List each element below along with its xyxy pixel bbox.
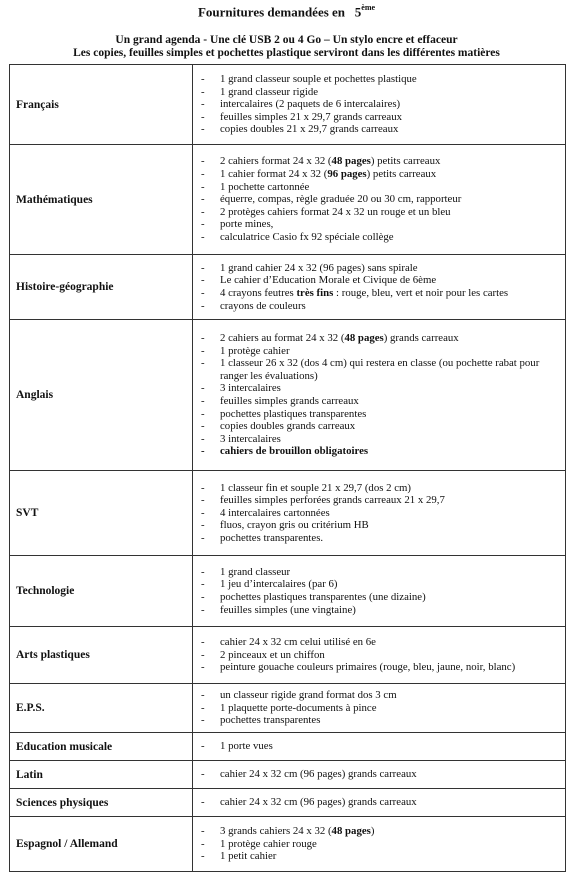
supply-item: - copies doubles 21 x 29,7 grands carreaux [201,123,565,136]
supply-list [201,796,565,809]
supply-item: - 1 petit cahier [201,850,565,863]
supply-item: - copies doubles grands carreaux [201,420,565,433]
subject-name: Latin [10,761,193,789]
subject-row-mathematiques [10,145,566,255]
subject-name: E.P.S. [10,684,193,733]
supplies-table [9,64,566,872]
supply-list [201,740,565,753]
general-note-line: Les copies, feuilles simples et pochettes plastique serviront dans les différentes matières [73,47,500,59]
supply-item: - cahiers de brouillon obligatoires [201,445,565,458]
supply-item: - équerre, compas, règle graduée 20 ou 30 cm, rapporteur [201,193,565,206]
supply-list [201,73,565,136]
supply-list-cell [193,733,566,761]
supply-item: - 1 pochette cartonnée [201,181,565,194]
supply-list-cell [193,684,566,733]
general-supplies-line: Un grand agenda - Une clé USB 2 ou 4 Go – Un stylo encre et effaceur [115,34,458,46]
supply-item [201,168,565,181]
supply-item-text: 1 cahier format 24 x 32 ( [220,168,328,181]
supply-list [201,155,565,243]
supply-list-cell [193,255,566,320]
supply-item [201,825,565,838]
subject-row-histoire-geographie [10,255,566,320]
supply-item: - cahier 24 x 32 cm (96 pages) grands carreaux [201,768,565,781]
supply-item-emphasis: 48 pages [331,825,371,838]
supply-item: - 1 protège cahier [201,345,565,358]
supply-item: - pochettes transparentes. [201,532,565,545]
supply-list-cell [193,556,566,627]
supply-item: - 1 grand classeur souple et pochettes plastique [201,73,565,86]
supply-item: - peinture gouache couleurs primaires (rouge, bleu, jaune, noir, blanc) [201,661,565,674]
supply-item: - fluos, crayon gris ou critérium HB [201,519,565,532]
supplies-table-body [10,65,566,872]
supply-item-emphasis: 96 pages [327,168,367,181]
subject-name: Technologie [10,556,193,627]
page-title [0,4,573,20]
subject-row-technologie [10,556,566,627]
supply-list-cell [193,627,566,684]
supply-item-text: 3 grands cahiers 24 x 32 ( [220,825,332,838]
subject-name: Sciences physiques [10,789,193,817]
supply-list [201,825,565,863]
grade-number: 5 [354,4,362,20]
supply-item: - 1 classeur fin et souple 21 x 29,7 (dos 2 cm) [201,482,565,495]
supply-item-text: ) grands carreaux [383,332,459,345]
title-text: Fournitures demandées en [197,4,346,20]
supply-list [201,689,565,727]
supply-list-cell [193,817,566,872]
supply-item: - porte mines, [201,218,565,231]
supply-item: - 1 grand cahier 24 x 32 (96 pages) sans spirale [201,262,565,275]
supply-list [201,566,565,616]
supply-list-cell [193,65,566,145]
supply-item: - 1 grand classeur [201,566,565,579]
supply-list-cell [193,789,566,817]
subject-name: Education musicale [10,733,193,761]
supply-item: - pochettes transparentes [201,714,565,727]
subject-row-sciences-physiques [10,789,566,817]
supply-item: - cahier 24 x 32 cm celui utilisé en 6e [201,636,565,649]
supply-list-cell [193,145,566,255]
supply-item: - cahier 24 x 32 cm (96 pages) grands carreaux [201,796,565,809]
supply-item: - 1 grand classeur rigide [201,86,565,99]
subject-row-arts-plastiques [10,627,566,684]
supply-item: - feuilles simples grands carreaux [201,395,565,408]
subject-row-francais [10,65,566,145]
supply-item: - 3 intercalaires [201,433,565,446]
subject-name: Espagnol / Allemand [10,817,193,872]
subject-row-e-p-s [10,684,566,733]
supply-item: - feuilles simples 21 x 29,7 grands carreaux [201,111,565,124]
subject-name: Français [10,65,193,145]
supply-item: - 2 protèges cahiers format 24 x 32 un rouge et un bleu [201,206,565,219]
supply-item: - 2 pinceaux et un chiffon [201,649,565,662]
supply-item: - feuilles simples perforées grands carreaux 21 x 29,7 [201,494,565,507]
supply-item: - 1 classeur 26 x 32 (dos 4 cm) qui restera en classe (ou pochette rabat pour ranger les évaluations) [201,357,565,382]
supply-item-emphasis: 48 pages [344,332,384,345]
supply-item: - un classeur rigide grand format dos 3 cm [201,689,565,702]
supply-list-cell [193,320,566,471]
subject-row-svt [10,471,566,556]
supply-item: - calculatrice Casio fx 92 spéciale collège [201,231,565,244]
subject-name: Histoire-géographie [10,255,193,320]
subject-name: Mathématiques [10,145,193,255]
supply-list-cell [193,761,566,789]
supply-item-text: : rouge, bleu, vert et noir pour les cartes [333,287,509,299]
supply-list [201,332,565,458]
supply-item-text: ) petits carreaux [370,155,441,168]
supply-item: - Le cahier d’Education Morale et Civique de 6ème [201,274,565,287]
supply-list [201,636,565,674]
supply-item [201,287,565,300]
supply-item: - intercalaires (2 paquets de 6 intercalaires) [201,98,565,111]
supply-list [201,768,565,781]
supply-item-text: ) petits carreaux [366,168,437,181]
supply-item: - 4 intercalaires cartonnées [201,507,565,520]
subject-row-latin [10,761,566,789]
supply-item: - pochettes plastiques transparentes [201,408,565,421]
supply-item [201,155,565,168]
supply-item: - crayons de couleurs [201,300,565,313]
supply-item: - 1 plaquette porte-documents à pince [201,702,565,715]
supply-item: - 3 intercalaires [201,382,565,395]
supply-list [201,262,565,312]
supply-item: - 1 protège cahier rouge [201,838,565,851]
supply-list-cell [193,471,566,556]
supply-item: - pochettes plastiques transparentes (une dizaine) [201,591,565,604]
supply-item-emphasis: 48 pages [331,155,371,168]
subject-name: Anglais [10,320,193,471]
subject-row-espagnol-allemand [10,817,566,872]
supply-item [201,332,565,345]
supply-item-text: 4 crayons feutres [220,287,297,299]
supply-item: - feuilles simples (une vingtaine) [201,604,565,617]
supply-item-text: 2 cahiers format 24 x 32 ( [220,155,332,168]
supply-item-text: 2 cahiers au format 24 x 32 ( [220,332,345,345]
supply-item-emphasis: très fins [296,287,334,299]
subject-row-anglais [10,320,566,471]
supply-item: - 1 porte vues [201,740,565,753]
supply-item: - 1 jeu d’intercalaires (par 6) [201,578,565,591]
supply-item-text: ) [370,825,375,838]
subject-row-education-musicale [10,733,566,761]
grade-suffix: ème [361,3,376,12]
subject-name: SVT [10,471,193,556]
subject-name: Arts plastiques [10,627,193,684]
supply-list [201,482,565,545]
